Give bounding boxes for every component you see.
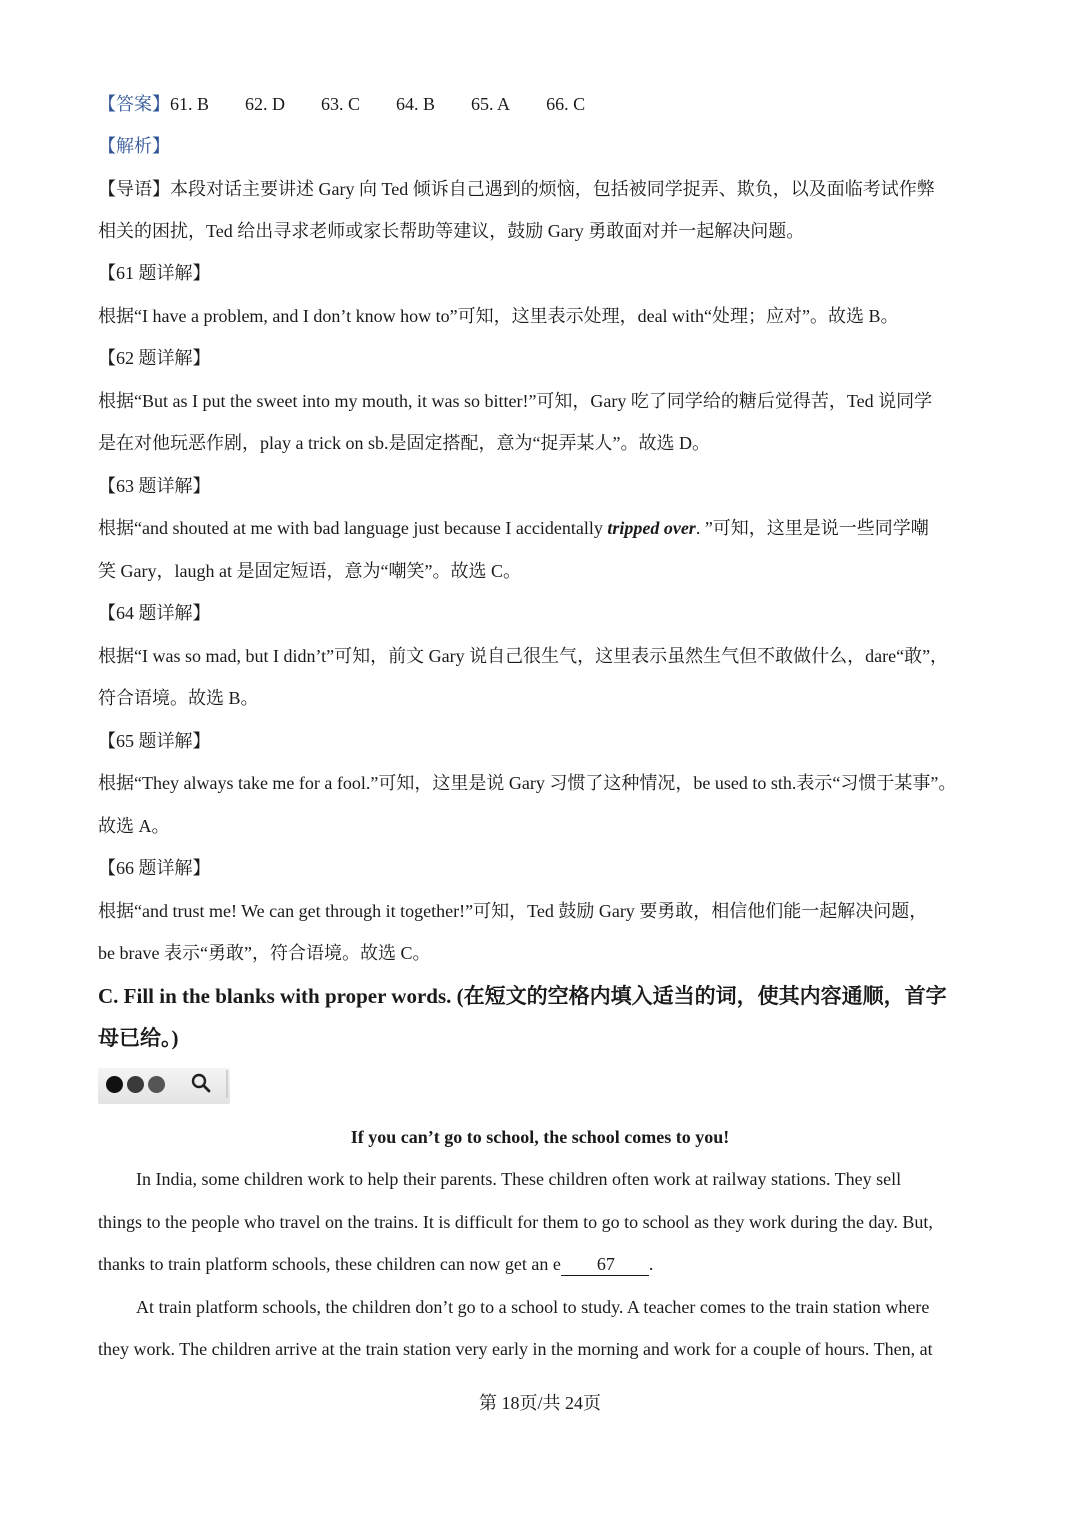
- search-icon: [190, 1072, 212, 1094]
- answer-64: 64. B: [396, 94, 436, 114]
- section-c-heading-2: 母已给。): [98, 1026, 179, 1050]
- q65-line-2: 故选 A。: [98, 816, 170, 836]
- q61-heading: 【61 题详解】: [98, 263, 211, 283]
- q62-line-2: 是在对他玩恶作剧，play a trick on sb.是固定搭配，意为“捉弄某人”。故选 D。: [98, 433, 710, 453]
- q64-line-2: 符合语境。故选 B。: [98, 688, 259, 708]
- q64-heading: 【64 题详解】: [98, 603, 211, 623]
- guide-line-1: 【导语】本段对话主要讲述 Gary 向 Ted 倾诉自己遇到的烦恼，包括被同学捉弄、欺负，以及面临考试作弊: [98, 179, 935, 199]
- q65-heading: 【65 题详解】: [98, 731, 211, 751]
- guide-line-2: 相关的困扰，Ted 给出寻求老师或家长帮助等建议，鼓励 Gary 勇敢面对并一起解决问题。: [98, 221, 805, 241]
- passage-p2-line-2: they work. The children arrive at the train station very early in the morning and work for a couple of hours. Then, at: [98, 1339, 933, 1359]
- answer-66: 66. C: [546, 94, 586, 114]
- circle-icon: [148, 1076, 165, 1093]
- answer-65: 65. A: [471, 94, 511, 114]
- answer-label: 【答案】: [98, 94, 170, 114]
- analysis-label: 【解析】: [98, 136, 170, 156]
- q63-heading: 【63 题详解】: [98, 476, 211, 496]
- q62-line-1: 根据“But as I put the sweet into my mouth, it was so bitter!”可知，Gary 吃了同学给的糖后觉得苦，Ted 说同学: [98, 391, 933, 411]
- q63-line-1: [98, 515, 982, 541]
- q66-line-2: be brave 表示“勇敢”，符合语境。故选 C。: [98, 943, 431, 963]
- page-footer: 第 18页/共 24页: [478, 1393, 601, 1413]
- passage-p1-line-2: things to the people who travel on the trains. It is difficult for them to go to school as they work during the day. But,: [98, 1212, 933, 1232]
- q63-text-a: 根据“and shouted at me with bad language just because I accidentally: [98, 518, 608, 538]
- q63-line-2: 笑 Gary，laugh at 是固定短语，意为“嘲笑”。故选 C。: [98, 561, 521, 581]
- q63-text-b: . ”可知，这里是说一些同学嘲: [695, 518, 929, 538]
- q65-line-1: 根据“They always take me for a fool.”可知，这里是说 Gary 习惯了这种情况，be used to sth.表示“习惯于某事”。: [98, 773, 957, 793]
- passage-p1-line-3-text: thanks to train platform schools, these children can now get an e: [98, 1254, 561, 1274]
- passage-p1-line-3-end: .: [648, 1254, 654, 1274]
- blank-67[interactable]: 67: [561, 1253, 649, 1276]
- divider: [226, 1070, 228, 1098]
- passage-p2-line-1: At train platform schools, the children don’t go to a school to study. A teacher comes to the train station where: [136, 1297, 930, 1317]
- q63-emphasis: tripped over: [607, 518, 696, 538]
- q66-line-1: 根据“and trust me! We can get through it together!”可知，Ted 鼓励 Gary 要勇敢，相信他们能一起解决问题，: [98, 901, 928, 921]
- answer-key-line: [98, 91, 982, 117]
- passage-title: If you can’t go to school, the school comes to you!: [350, 1127, 730, 1147]
- browser-toolbar-image: [98, 1068, 230, 1104]
- answer-63: 63. C: [321, 94, 361, 114]
- section-c-heading-1: C. Fill in the blanks with proper words. (在短文的空格内填入适当的词，使其内容通顺，首字: [98, 984, 947, 1008]
- answer-61: 61. B: [170, 94, 210, 114]
- passage-p1-line-1: In India, some children work to help their parents. These children often work at railway stations. They sell: [136, 1169, 902, 1189]
- q62-heading: 【62 题详解】: [98, 348, 211, 368]
- q66-heading: 【66 题详解】: [98, 858, 211, 878]
- q61-line-1: 根据“I have a problem, and I don’t know how to”可知，这里表示处理，deal with“处理；应对”。故选 B。: [98, 306, 899, 326]
- circle-icon: [106, 1076, 123, 1093]
- passage-p1-line-3: [98, 1251, 982, 1277]
- answer-62: 62. D: [245, 94, 286, 114]
- q64-line-1: 根据“I was so mad, but I didn’t”可知，前文 Gary 说自己很生气，这里表示虽然生气但不敢做什么，dare“敢”，: [98, 646, 949, 666]
- circle-icon: [127, 1076, 144, 1093]
